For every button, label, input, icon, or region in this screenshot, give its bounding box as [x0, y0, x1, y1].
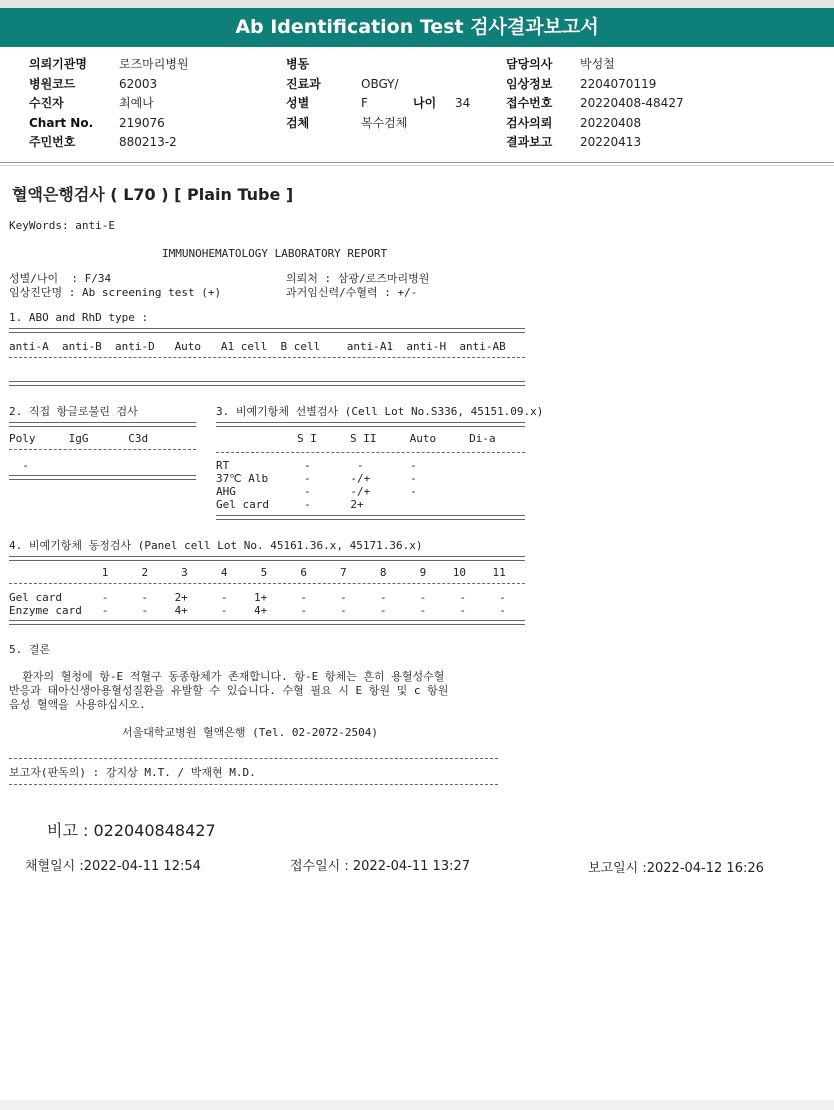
- s3-rule-bottom: [216, 515, 525, 520]
- reporter-rule-bottom: [9, 784, 498, 785]
- s3-row-label: AHG: [216, 485, 236, 498]
- report-datetime: 보고일시 :2022-04-12 16:26: [588, 861, 764, 876]
- s4-rule-bottom: [9, 620, 525, 625]
- conclusion-line: 음성 혈액을 사용하십시오.: [9, 698, 146, 711]
- value-hospital-code: 62003: [119, 76, 158, 91]
- label-chart-no: Chart No.: [29, 115, 94, 130]
- bloodbank-contact: 서울대학교병원 혈액은행 (Tel. 02-2072-2504): [122, 726, 378, 739]
- note: 비고 : 022040848427: [47, 821, 216, 840]
- value-doctor: 박성철: [580, 57, 615, 71]
- s4-row: Gel card - - 2+ - 1+ - - - - - -: [9, 591, 506, 604]
- lab-title: IMMUNOHEMATOLOGY LABORATORY REPORT: [162, 247, 388, 260]
- s4-row: Enzyme card - - 4+ - 4+ - - - - - -: [9, 604, 506, 617]
- s2-title: 2. 직접 항글로불린 검사: [9, 405, 138, 418]
- value-request-date: 20220408: [580, 115, 642, 130]
- s3-rule-top: [216, 422, 525, 427]
- value-hospital: 로즈마리병원: [119, 57, 189, 71]
- value-chart-no: 219076: [119, 115, 165, 130]
- s2-rule-top: [9, 422, 196, 427]
- report-title: Ab Identification Test 검사결과보고서: [0, 8, 834, 47]
- label-specimen: 검체: [286, 115, 310, 130]
- label-age: 나이: [413, 96, 437, 110]
- label-doctor: 담당의사: [506, 57, 553, 71]
- s3-header: S I S II Auto Di-a: [297, 432, 496, 445]
- sex-age: 성별/나이 : F/34: [9, 272, 112, 285]
- value-report-date: 20220413: [580, 135, 642, 149]
- bottom-band: [0, 1100, 834, 1110]
- referrer: 의뢰처 : 삼광/로즈마리병원: [286, 272, 430, 285]
- s3-title: 3. 비예기항체 선별검사 (Cell Lot No.S336, 45151.09.x): [216, 405, 544, 418]
- s3-row-label: RT: [216, 459, 230, 472]
- s3-row-values: - -/+ -: [304, 485, 417, 498]
- history: 과거임신력/수혈력 : +/-: [286, 286, 418, 299]
- s2-value: -: [9, 459, 29, 472]
- s4-rule-mid: [9, 583, 525, 584]
- label-report-date: 결과보고: [506, 135, 553, 149]
- header-col2: [286, 55, 496, 133]
- s4-header: 1 2 3 4 5 6 7 8 9 10 11: [9, 566, 506, 579]
- receipt-datetime: 접수일시 : 2022-04-11 13:27: [290, 859, 471, 874]
- s1-rule-top: [9, 328, 525, 333]
- header-divider-light: [0, 165, 834, 166]
- label-hospital-code: 병원코드: [29, 76, 76, 91]
- label-resident-no: 주민번호: [29, 135, 76, 149]
- s2-rule-bottom: [9, 475, 196, 480]
- section-title: 혈액은행검사 ( L70 ) [ Plain Tube ]: [12, 185, 294, 204]
- header-col1: [29, 55, 269, 153]
- s1-rule-mid: [9, 357, 525, 358]
- diagnosis: 임상진단명 : Ab screening test (+): [9, 286, 222, 299]
- label-accession-no: 접수번호: [506, 96, 553, 110]
- top-band: [0, 0, 834, 8]
- header-col3: [506, 55, 766, 153]
- value-patient: 최예나: [119, 96, 154, 110]
- s4-title: 4. 비예기항체 동정검사 (Panel cell Lot No. 45161.36.x, 45171.36.x): [9, 539, 423, 552]
- s4-rule-top: [9, 556, 525, 561]
- s1-header: anti-A anti-B anti-D Auto A1 cell B cell anti-A1 anti-H anti-AB: [9, 340, 506, 353]
- reporter-rule-top: [9, 758, 498, 759]
- s3-row-values: - -/+ -: [304, 472, 417, 485]
- reporter: 보고자(판독의) : 강지상 M.T. / 박재현 M.D.: [9, 766, 256, 779]
- s3-row-label: Gel card: [216, 498, 269, 511]
- conclusion-line: 환자의 혈청에 항-E 적혈구 동종항체가 존재합니다. 항-E 항체는 흔히 용혈성수혈: [9, 670, 445, 683]
- value-sex: F: [361, 96, 368, 110]
- collection-datetime: 채혈일시 :2022-04-11 12:54: [25, 859, 201, 874]
- s3-rule-mid: [216, 452, 525, 453]
- value-accession-no: 20220408-48427: [580, 96, 684, 110]
- label-patient: 수진자: [29, 96, 64, 110]
- s5-title: 5. 결론: [9, 643, 51, 656]
- s1-rule-bottom: [9, 381, 525, 386]
- label-department: 진료과: [286, 76, 321, 91]
- s3-row-values: - - -: [304, 459, 417, 472]
- conclusion-line: 반응과 태아신생아용혈성질환을 유발할 수 있습니다. 수혈 필요 시 E 항원 및 c 항원: [9, 684, 449, 697]
- label-request-date: 검사의뢰: [506, 115, 553, 130]
- value-resident-no: 880213-2: [119, 135, 177, 149]
- label-hospital: 의뢰기관명: [29, 57, 87, 71]
- header-divider: [0, 162, 834, 163]
- keywords: KeyWords: anti-E: [9, 219, 115, 232]
- value-clinical-info: 2204070119: [580, 76, 657, 91]
- s1-title: 1. ABO and RhD type :: [9, 311, 149, 324]
- s3-row-values: - 2+: [304, 498, 364, 511]
- label-ward: 병동: [286, 57, 310, 71]
- value-age: 34: [455, 96, 471, 110]
- s2-rule-mid: [9, 449, 196, 450]
- label-clinical-info: 임상정보: [506, 76, 553, 91]
- s3-row-label: 37℃ Alb: [216, 472, 269, 485]
- s2-header: Poly IgG C3d: [9, 432, 149, 445]
- value-specimen: 복수검체: [361, 115, 408, 130]
- value-department: OBGY/: [361, 76, 399, 91]
- label-sex: 성별: [286, 96, 310, 110]
